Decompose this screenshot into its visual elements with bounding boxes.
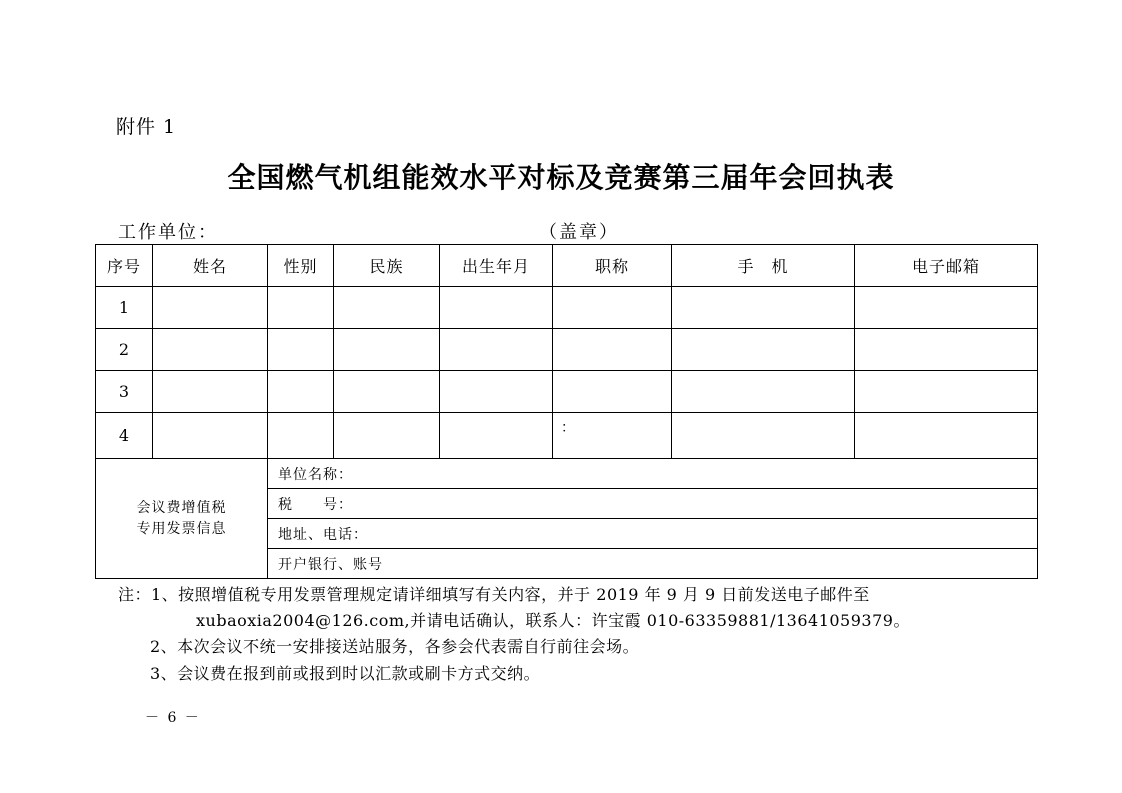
note-2: 2、本次会议不统一安排接送站服务，各参会代表需自行前往会场。	[150, 637, 640, 656]
title-cell[interactable]	[553, 329, 672, 371]
phone-cell[interactable]	[672, 287, 855, 329]
ethnicity-cell[interactable]	[334, 329, 440, 371]
birth-cell[interactable]	[440, 413, 553, 459]
row-number: 3	[96, 371, 153, 413]
page-number: － 6 －	[145, 710, 201, 726]
invoice-row	[96, 459, 1038, 489]
phone-cell[interactable]	[672, 371, 855, 413]
gender-cell[interactable]	[268, 413, 334, 459]
gender-cell[interactable]	[268, 371, 334, 413]
phone-cell[interactable]	[672, 329, 855, 371]
table-row	[96, 371, 1038, 413]
header-birth: 出生年月	[440, 245, 553, 287]
note-1: 注：1、按照增值税专用发票管理规定请详细填写有关内容，并于 2019 年 9 月 9 日前发送电子邮件至	[118, 585, 870, 604]
note-3: 3、会议费在报到前或报到时以汇款或刷卡方式交纳。	[150, 664, 541, 683]
ethnicity-cell[interactable]	[334, 413, 440, 459]
name-cell[interactable]	[153, 287, 268, 329]
invoice-tax-number-field[interactable]: 税 号：	[268, 489, 1038, 519]
gender-cell[interactable]	[268, 287, 334, 329]
invoice-company-name-field[interactable]: 单位名称：	[268, 459, 1038, 489]
row-number: 1	[96, 287, 153, 329]
table-header-row	[96, 245, 1038, 287]
header-email: 电子邮箱	[855, 245, 1038, 287]
row-number: 4	[96, 413, 153, 459]
header-seq: 序号	[96, 245, 153, 287]
header-gender: 性别	[268, 245, 334, 287]
attachment-label: 附件 1	[116, 116, 177, 138]
birth-cell[interactable]	[440, 371, 553, 413]
phone-cell[interactable]	[672, 413, 855, 459]
row-number: 2	[96, 329, 153, 371]
registration-table	[95, 244, 1038, 579]
note-1-continued: xubaoxia2004@126.com,并请电话确认，联系人：许宝霞 010-63359881/13641059379。	[196, 611, 910, 630]
title-cell[interactable]: ：	[553, 413, 672, 459]
invoice-bank-account-field[interactable]: 开户银行、账号	[268, 549, 1038, 579]
header-title: 职称	[553, 245, 672, 287]
header-name: 姓名	[153, 245, 268, 287]
invoice-info-label	[96, 459, 268, 579]
invoice-label-line2: 专用发票信息	[136, 520, 227, 537]
birth-cell[interactable]	[440, 329, 553, 371]
stamp-label: （盖章）	[539, 222, 619, 243]
title-cell[interactable]	[553, 287, 672, 329]
header-ethnicity: 民族	[334, 245, 440, 287]
email-cell[interactable]	[855, 287, 1038, 329]
work-unit-label: 工作单位：	[118, 222, 218, 243]
email-cell[interactable]	[855, 371, 1038, 413]
email-cell[interactable]	[855, 329, 1038, 371]
gender-cell[interactable]	[268, 329, 334, 371]
invoice-label-line1: 会议费增值税	[136, 499, 227, 516]
table-row	[96, 413, 1038, 459]
table-row	[96, 287, 1038, 329]
ethnicity-cell[interactable]	[334, 371, 440, 413]
birth-cell[interactable]	[440, 287, 553, 329]
table-row	[96, 329, 1038, 371]
invoice-address-phone-field[interactable]: 地址、电话：	[268, 519, 1038, 549]
title-cell[interactable]	[553, 371, 672, 413]
document-title: 全国燃气机组能效水平对标及竞赛第三届年会回执表	[227, 161, 895, 194]
name-cell[interactable]	[153, 371, 268, 413]
email-cell[interactable]	[855, 413, 1038, 459]
ethnicity-cell[interactable]	[334, 287, 440, 329]
name-cell[interactable]	[153, 413, 268, 459]
header-phone: 手 机	[672, 245, 855, 287]
name-cell[interactable]	[153, 329, 268, 371]
